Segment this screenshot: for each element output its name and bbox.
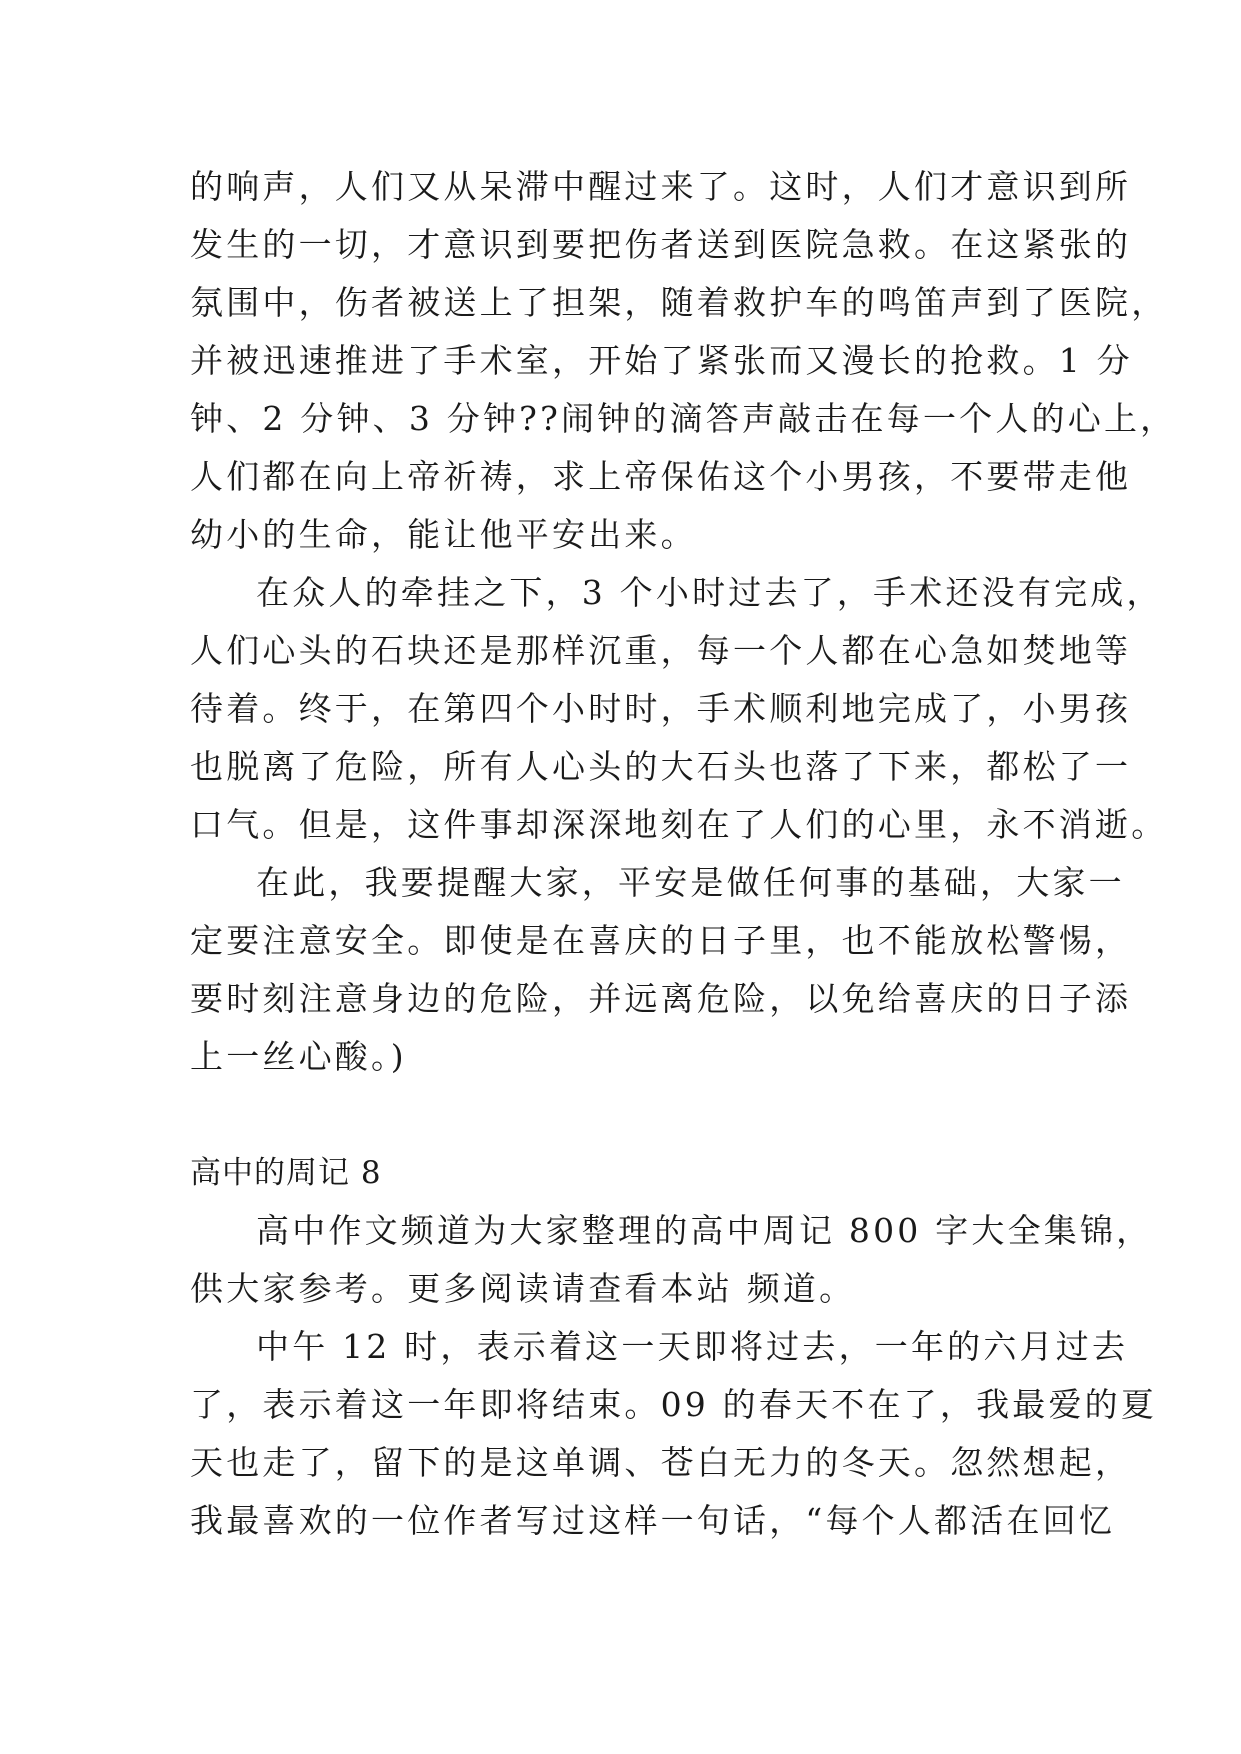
text-line: 也脱离了危险，所有人心头的大石头也落了下来，都松了一 <box>190 747 1132 786</box>
text-line: 在众人的牵挂之下，3 个小时过去了，手术还没有完成， <box>256 573 1163 612</box>
document-page <box>190 158 1177 1550</box>
text-line: 待着。终于，在第四个小时时，手术顺利地完成了，小男孩 <box>190 689 1132 728</box>
section-spacer <box>190 1086 1052 1144</box>
text-line: 人们心头的石块还是那样沉重，每一个人都在心急如焚地等 <box>190 631 1132 670</box>
text-line: 钟、2 分钟、3 分钟??闹钟的滴答声敲击在每一个人的心上， <box>190 399 1177 438</box>
text-line: 发生的一切，才意识到要把伤者送到医院急救。在这紧张的 <box>190 225 1132 264</box>
paragraph <box>190 854 1132 1086</box>
paragraph <box>190 1202 1153 1318</box>
text-line: 的响声，人们又从呆滞中醒过来了。这时，人们才意识到所 <box>190 167 1132 206</box>
paragraph <box>190 158 1177 564</box>
text-line: 幼小的生命，能让他平安出来。 <box>190 515 697 554</box>
text-line: 供大家参考。更多阅读请查看本站 频道。 <box>190 1269 856 1308</box>
text-line: 口气。但是，这件事却深深地刻在了人们的心里，永不消逝。 <box>190 805 1168 844</box>
text-line: 氛围中，伤者被送上了担架，随着救护车的鸣笛声到了医院， <box>190 283 1168 322</box>
text-line: 人们都在向上帝祈祷，求上帝保佑这个小男孩，不要带走他 <box>190 457 1132 496</box>
paragraph <box>190 1318 1158 1550</box>
text-line: 上一丝心酸。) <box>190 1037 407 1076</box>
section-heading: 高中的周记 8 <box>190 1155 382 1191</box>
text-line: 定要注意安全。即使是在喜庆的日子里，也不能放松警惕， <box>190 921 1132 960</box>
text-line: 在此，我要提醒大家，平安是做任何事的基础，大家一 <box>256 863 1125 902</box>
text-line: 并被迅速推进了手术室，开始了紧张而又漫长的抢救。1 分 <box>190 341 1133 380</box>
text-line: 我最喜欢的一位作者写过这样一句话，“每个人都活在回忆 <box>190 1501 1116 1540</box>
text-line: 了，表示着这一年即将结束。09 的春天不在了，我最爱的夏 <box>190 1385 1158 1424</box>
text-line: 中午 12 时，表示着这一天即将过去，一年的六月过去 <box>256 1327 1129 1366</box>
paragraph <box>190 564 1168 854</box>
text-line: 天也走了，留下的是这单调、苍白无力的冬天。忽然想起， <box>190 1443 1132 1482</box>
text-line: 高中作文频道为大家整理的高中周记 800 字大全集锦， <box>256 1211 1153 1250</box>
text-line: 要时刻注意身边的危险，并远离危险，以免给喜庆的日子添 <box>190 979 1132 1018</box>
